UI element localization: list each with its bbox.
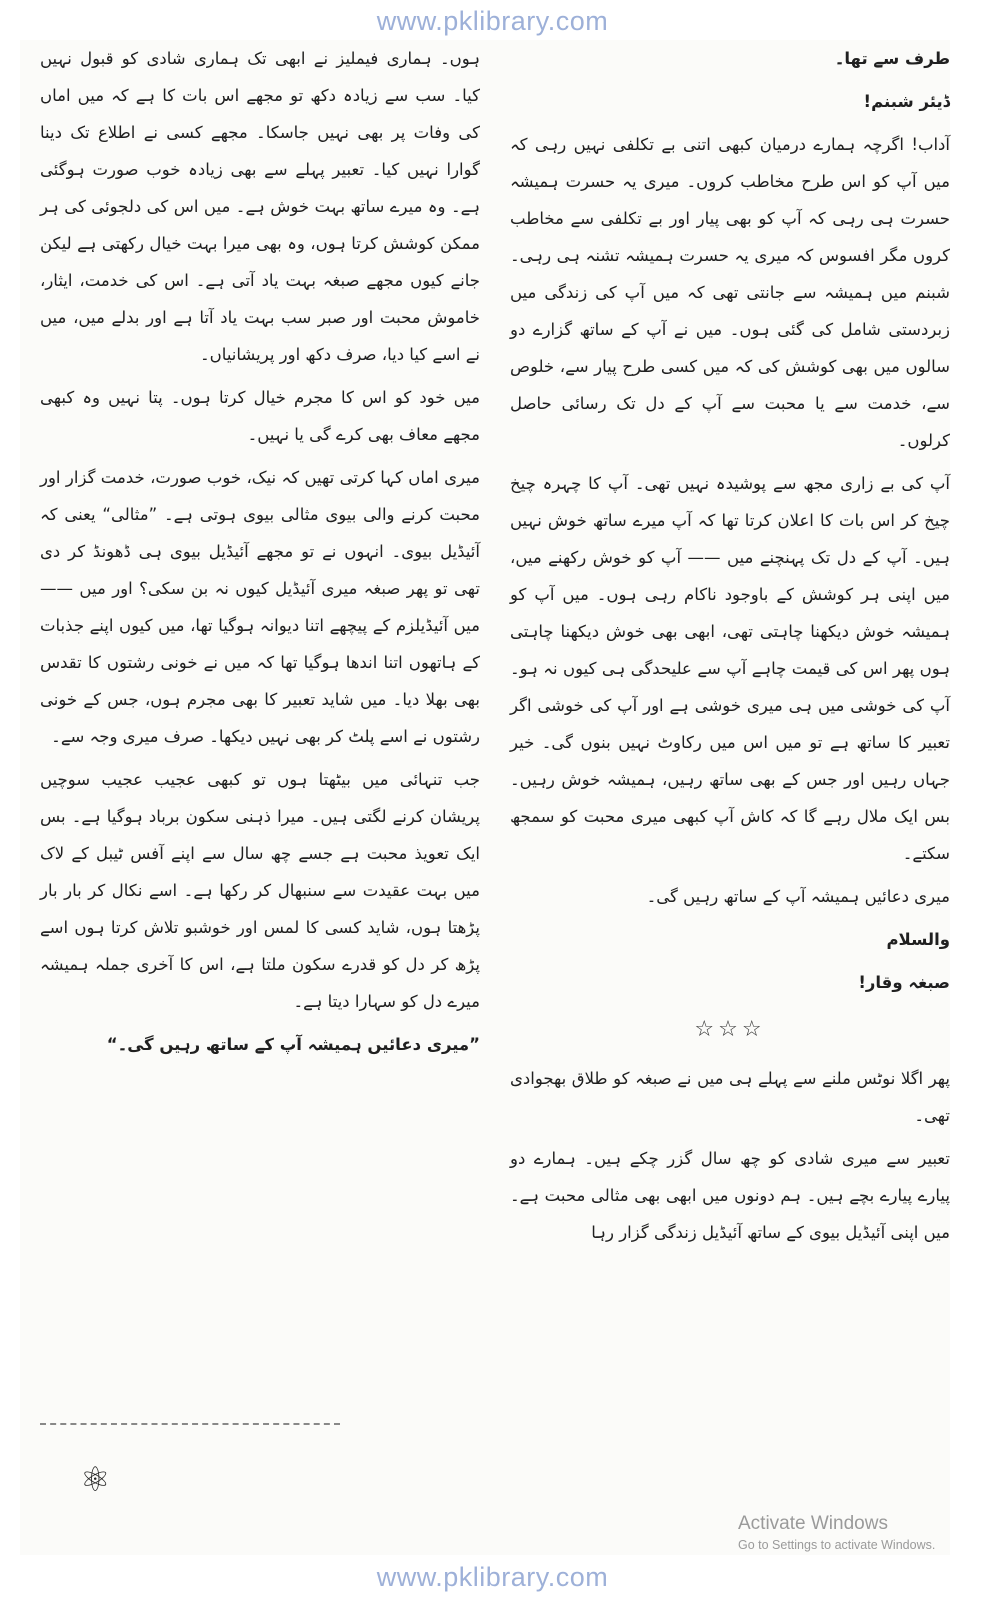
story-paragraph: تعبیر سے میری شادی کو چھ سال گزر چکے ہیں۔ ہمارے دو پیارے پیارے بچے ہیں۔ ہم دونوں میں ابھی بھی مثالی محبت ہے۔ میں اپنی آئیڈیل بیوی کے ساتھ آئیڈیل زندگی گزار رہا bbox=[510, 1149, 950, 1242]
closing-quote: ”میری دعائیں ہمیشہ آپ کے ساتھ رہیں گی۔“ bbox=[106, 1035, 480, 1054]
letter-paragraph: میری دعائیں ہمیشہ آپ کے ساتھ رہیں گی۔ bbox=[646, 887, 950, 906]
magazine-page bbox=[20, 40, 950, 1555]
letter-paragraph: آپ کی بے زاری مجھ سے پوشیدہ نہیں تھی۔ آپ کا چہرہ چیخ چیخ کر اس بات کا اعلان کرتا تھا کہ آپ میرے ساتھ خوش نہیں ہیں۔ آپ کے دل تک پہنچنے میں —— آپ کو خوش رکھنے میں، میں اپنی ہر کوشش کے باوجود ناکام رہی ہوں۔ میں آپ کو ہمیشہ خوش دیکھنا چاہتی تھی، ابھی بھی خوش دیکھنا چاہتی ہوں پھر اس کی قیمت چاہے آپ سے علیحدگی ہی کیوں نہ ہو۔ آپ کی خوشی میں ہی میری خوشی ہے اور آپ کی خوشی اگر تعبیر کا ساتھ ہے تو میں اس میں رکاوٹ نہیں بنوں گی۔ خیر جہاں رہیں اور جس کے بھی ساتھ رہیں، ہمیشہ خوش رہیں۔ بس ایک ملال رہے گا کہ کاش آپ کبھی میری محبت کو سمجھ سکتے۔ bbox=[510, 474, 950, 863]
heading: طرف سے تھا۔ bbox=[834, 49, 950, 68]
story-paragraph: میری اماں کہا کرتی تھیں کہ نیک، خوب صورت، خدمت گزار اور محبت کرنے والی بیوی مثالی بیوی ہوتی ہے۔ ”مثالی“ یعنی کہ آئیڈیل بیوی۔ انہوں نے تو مجھے آئیڈیل بیوی ہی ڈھونڈ کر دی تھی تو پھر صبغہ میری آئیڈیل کیوں نہ بن سکی؟ اور میں —— میں آئیڈیلزم کے پیچھے اتنا دیوانہ ہوگیا تھا، میں کیوں اپنے جذبات کے ہاتھوں اتنا اندھا ہوگیا تھا کہ میں نے خونی رشتوں کا تقدس بھی بھلا دیا۔ میں شاید تعبیر کا بھی مجرم ہوں، جس کے خونی رشتوں نے اسے پلٹ کر بھی نہیں دیکھا۔ صرف میری وجہ سے۔ bbox=[40, 468, 480, 746]
dashed-divider bbox=[40, 1423, 340, 1425]
letter-paragraph: آداب! اگرچہ ہمارے درمیان کبھی اتنی بے تکلفی نہیں رہی کہ میں آپ کو اس طرح مخاطب کروں۔ میری یہ حسرت ہمیشہ حسرت ہی رہی کہ آپ کو بھی پیار اور بے تکلفی سے مخاطب کروں مگر افسوس کہ میری یہ حسرت ہمیشہ تشنہ ہی رہی۔ شبنم میں ہمیشہ سے جانتی تھی کہ میں آپ کی زندگی میں زبردستی شامل کی گئی ہوں۔ میں نے آپ کے ساتھ گزارے دو سالوں میں بھی کوشش کی کہ میں کسی طرح پیار سے، خلوص سے، خدمت سے یا محبت سے آپ کے دل تک رسائی حاصل کرلوں۔ bbox=[510, 135, 950, 450]
story-paragraph: میں خود کو اس کا مجرم خیال کرتا ہوں۔ پتا نہیں وہ کبھی مجھے معاف بھی کرے گی یا نہیں۔ bbox=[40, 388, 480, 444]
left-column bbox=[40, 40, 480, 1069]
letter-signature: صبغہ وقار! bbox=[858, 973, 950, 992]
activate-windows-title: Activate Windows bbox=[738, 1513, 888, 1534]
letter-closing: والسلام bbox=[886, 930, 950, 949]
activate-windows-overlay bbox=[738, 1512, 935, 1554]
section-divider-stars: ☆☆☆ bbox=[694, 1017, 766, 1042]
story-paragraph: جب تنہائی میں بیٹھتا ہوں تو کبھی عجیب عجیب سوچیں پریشان کرنے لگتی ہیں۔ میرا ذہنی سکون برباد ہوگیا ہے۔ بس ایک تعویذ محبت ہے جسے چھ سال سے اپنے آفس ٹیبل کے لاک میں بہت عقیدت سے سنبھال کر رکھا ہے۔ اسے نکال کر بار بار پڑھتا ہوں، شاید کسی کا لمس اور خوشبو تلاش کرتا ہوں اسے پڑھ کر دل کو قدرے سکون ملتا ہے، اس کا آخری جملہ ہمیشہ میرے دل کو سہارا دیتا ہے۔ bbox=[40, 770, 480, 1011]
story-paragraph: پھر اگلا نوٹس ملنے سے پہلے ہی میں نے صبغہ کو طلاق بھجوادی تھی۔ bbox=[510, 1069, 950, 1125]
story-paragraph: ہوں۔ ہماری فیملیز نے ابھی تک ہماری شادی کو قبول نہیں کیا۔ سب سے زیادہ دکھ تو مجھے اس بات کا ہے کہ میں اماں کی وفات پر بھی نہیں جاسکا۔ مجھے کسی نے اطلاع تک دینا گوارا نہیں کیا۔ تعبیر پہلے سے بھی زیادہ خوب صورت ہوگئی ہے۔ وہ میرے ساتھ بہت خوش ہے۔ میں اس کی دلجوئی کی ہر ممکن کوشش کرتا ہوں، وہ بھی میرا بہت خیال رکھتی ہے لیکن جانے کیوں مجھے صبغہ بہت یاد آتی ہے۔ اس کی خدمت، ایثار، خاموش محبت اور صبر سب بہت یاد آتا ہے اور بدلے میں، میں نے اسے کیا دیا، صرف دکھ اور پریشانیاں۔ bbox=[40, 49, 480, 364]
activate-windows-subtitle: Go to Settings to activate Windows. bbox=[738, 1538, 936, 1552]
end-ornament-icon: ⚛ bbox=[80, 1460, 111, 1500]
watermark-bottom: www.pklibrary.com bbox=[376, 1562, 609, 1592]
letter-greeting: ڈیئر شبنم! bbox=[863, 92, 950, 111]
right-column bbox=[510, 40, 950, 1257]
watermark-top: www.pklibrary.com bbox=[376, 6, 609, 36]
